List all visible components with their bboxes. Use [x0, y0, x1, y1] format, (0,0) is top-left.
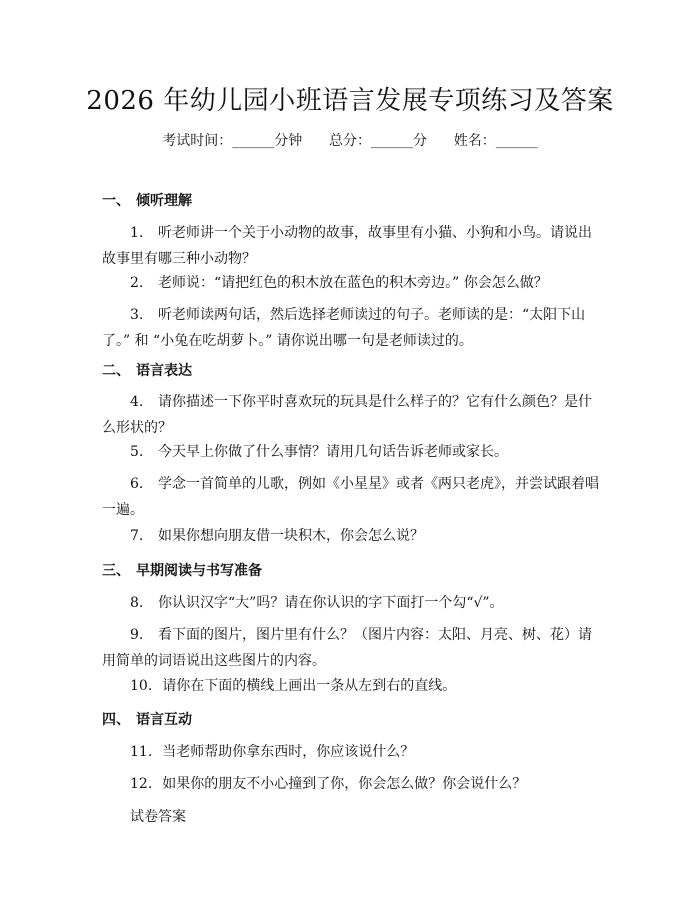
section-heading-3 — [102, 561, 262, 581]
section-title: 语言表达 — [136, 363, 192, 379]
question-number: 10. — [130, 678, 153, 694]
question-text: 如果你想向朋友借一块积木，你会怎么说？ — [158, 528, 424, 544]
section-heading-4 — [102, 710, 192, 730]
question-text: 听老师读两句话，然后选择老师读过的句子。老师读的是：“太阳下山了。” 和 “小兔在吃胡萝卜。” 请你说出哪一句是老师读过的。 — [102, 307, 586, 349]
question-text: 如果你的朋友不小心撞到了你，你会怎么做？你会说什么？ — [162, 776, 527, 792]
question-number: 8. — [130, 595, 144, 611]
section-title: 早期阅读与书写准备 — [136, 563, 262, 579]
question-text: 老师说：“请把红色的积木放在蓝色的积木旁边。” 你会怎么做？ — [158, 275, 548, 291]
question-text: 听老师讲一个关于小动物的故事，故事里有小猫、小狗和小鸟。请说出故事里有哪三种小动物？ — [102, 225, 592, 267]
question-11 — [102, 739, 602, 765]
answers-heading: 试卷答案 — [130, 809, 186, 825]
question-text: 当老师帮助你拿东西时，你应该说什么？ — [162, 744, 415, 760]
section-number: 一、 — [102, 193, 130, 209]
question-7 — [102, 523, 602, 549]
question-6 — [102, 471, 602, 523]
exam-info-line: 考试时间：______分钟 总分：______分 姓名：______ — [162, 133, 538, 149]
question-3 — [102, 302, 602, 354]
question-9 — [102, 622, 602, 674]
question-5 — [102, 439, 602, 465]
question-text: 请你在下面的横线上画出一条从左到右的直线。 — [162, 678, 457, 694]
question-number: 4. — [130, 394, 144, 410]
question-2 — [102, 270, 602, 296]
section-heading-1 — [102, 191, 192, 211]
question-number: 6. — [130, 476, 144, 492]
question-8 — [102, 590, 602, 616]
question-number: 12. — [130, 776, 153, 792]
question-number: 5. — [130, 444, 144, 460]
question-number: 9. — [130, 627, 144, 643]
question-text: 今天早上你做了什么事情？请用几句话告诉老师或家长。 — [158, 444, 508, 460]
question-4 — [102, 389, 602, 441]
section-title: 倾听理解 — [136, 193, 192, 209]
question-number: 7. — [130, 528, 144, 544]
question-10 — [102, 673, 602, 699]
question-text: 请你描述一下你平时喜欢玩的玩具是什么样子的？它有什么颜色？是什么形状的？ — [102, 394, 592, 436]
section-number: 四、 — [102, 712, 130, 728]
section-number: 三、 — [102, 563, 130, 579]
section-number: 二、 — [102, 363, 130, 379]
question-12 — [102, 771, 602, 797]
question-number: 2. — [130, 275, 144, 291]
section-title: 语言互动 — [136, 712, 192, 728]
question-text: 你认识汉字“大”吗？请在你认识的字下面打一个勾“√”。 — [158, 595, 504, 611]
section-heading-2 — [102, 361, 192, 381]
page-title: 2026 年幼儿园小班语言发展专项练习及答案 — [86, 86, 614, 116]
question-number: 11. — [130, 744, 153, 760]
question-number: 1. — [130, 225, 144, 241]
question-number: 3. — [130, 307, 144, 323]
question-text: 看下面的图片，图片里有什么？（图片内容：太阳、月亮、树、花）请用简单的词语说出这些图片的内容。 — [102, 627, 592, 669]
question-text: 学念一首简单的儿歌，例如《小星星》或者《两只老虎》，并尝试跟着唱一遍。 — [102, 476, 599, 518]
question-1 — [102, 220, 602, 272]
